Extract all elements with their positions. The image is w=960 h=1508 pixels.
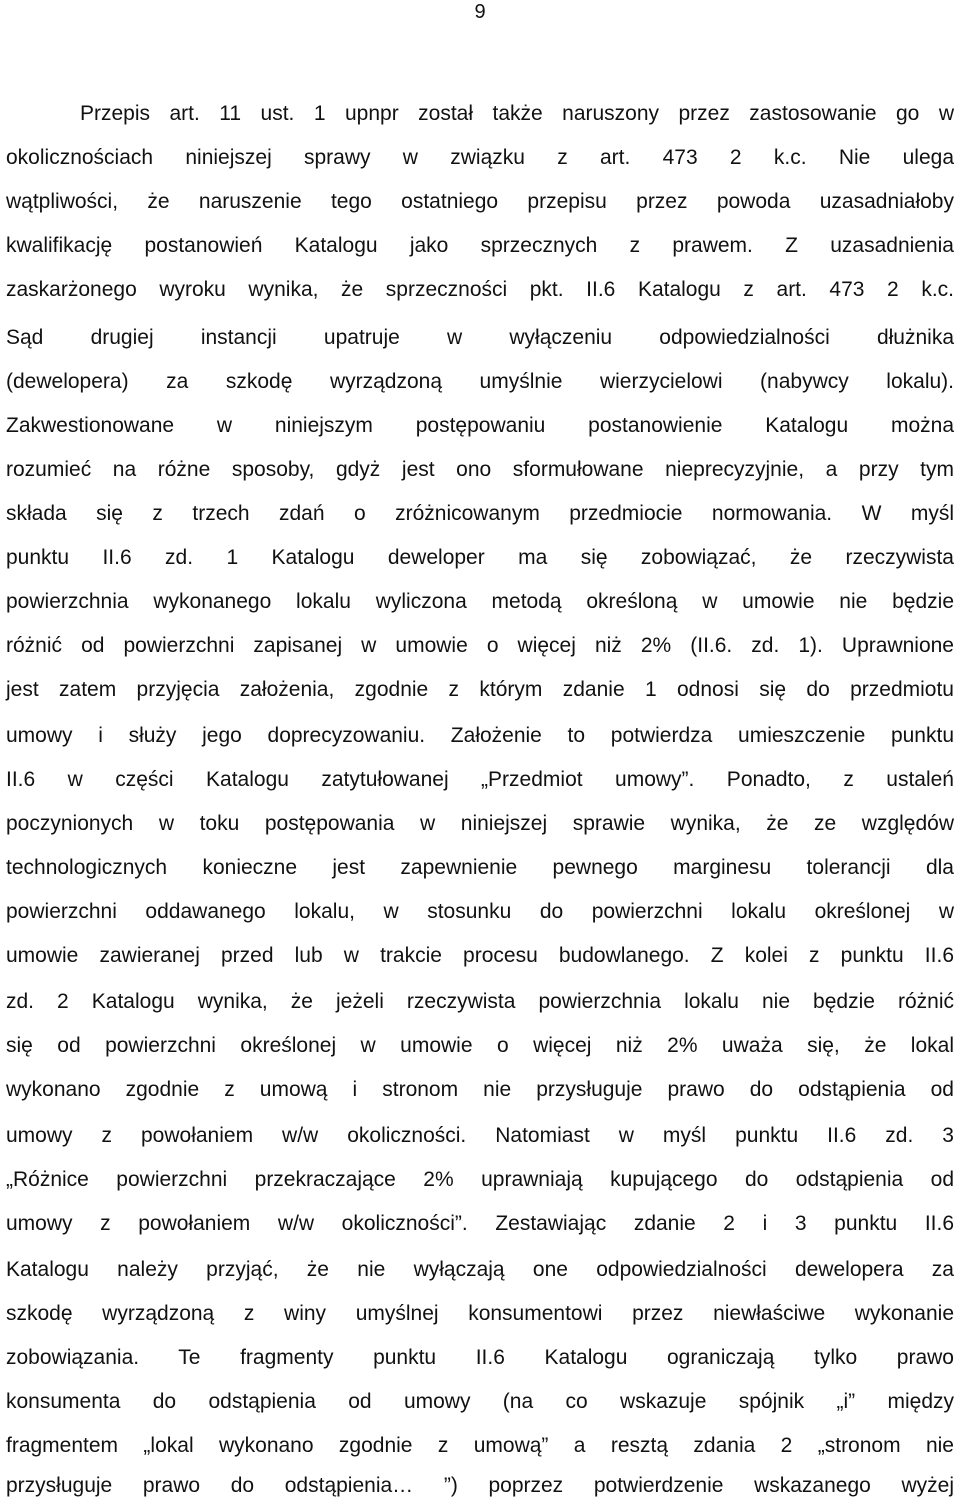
text-line: zobowiązania. Te fragmenty punktu II.6 Katalogu ograniczają tylko prawo xyxy=(6,1346,954,1369)
text-line: punktu II.6 zd. 1 Katalogu deweloper ma się zobowiązać, że rzeczywista xyxy=(6,546,954,569)
text-line: (dewelopera) za szkodę wyrządzoną umyślnie wierzycielowi (nabywcy lokalu). xyxy=(6,370,954,393)
text-line: fragmentem „lokal wykonano zgodnie z umową” a resztą zdania 2 „stronom nie xyxy=(6,1434,954,1457)
text-line: „Różnice powierzchni przekraczające 2% uprawniają kupującego do odstąpienia od xyxy=(6,1168,954,1191)
text-line: okolicznościach niniejszej sprawy w związku z art. 473 2 k.c. Nie ulega xyxy=(6,146,954,169)
text-line: zd. 2 Katalogu wynika, że jeżeli rzeczywista powierzchnia lokalu nie będzie różnić xyxy=(6,990,954,1013)
text-line: składa się z trzech zdań o zróżnicowanym przedmiocie normowania. W myśl xyxy=(6,502,954,525)
text-line: zaskarżonego wyroku wynika, że sprzeczności pkt. II.6 Katalogu z art. 473 2 k.c. xyxy=(6,278,954,301)
text-line: wątpliwości, że naruszenie tego ostatniego przepisu przez powoda uzasadniałoby xyxy=(6,190,954,213)
text-line: różnić od powierzchni zapisanej w umowie o więcej niż 2% (II.6. zd. 1). Uprawnione xyxy=(6,634,954,657)
text-line: technologicznych konieczne jest zapewnienie pewnego marginesu tolerancji dla xyxy=(6,856,954,879)
text-line: konsumenta do odstąpienia od umowy (na co wskazuje spójnik „i” między xyxy=(6,1390,954,1413)
text-line: wykonano zgodnie z umową i stronom nie przysługuje prawo do odstąpienia od xyxy=(6,1078,954,1101)
page-number: 9 xyxy=(474,1,486,23)
text-line: umowy z powołaniem w/w okoliczności. Natomiast w myśl punktu II.6 zd. 3 xyxy=(6,1124,954,1147)
text-line: szkodę wyrządzoną z winy umyślnej konsumentowi przez niewłaściwe wykonanie xyxy=(6,1302,954,1325)
text-line: się od powierzchni określonej w umowie o więcej niż 2% uważa się, że lokal xyxy=(6,1034,954,1057)
text-line: Zakwestionowane w niniejszym postępowaniu postanowienie Katalogu można xyxy=(6,414,954,437)
text-line: Sąd drugiej instancji upatruje w wyłączeniu odpowiedzialności dłużnika xyxy=(6,326,954,349)
text-line: Przepis art. 11 ust. 1 upnpr został także naruszony przez zastosowanie go w xyxy=(80,102,954,125)
text-line: przysługuje prawo do odstąpienia… ”) poprzez potwierdzenie wskazanego wyżej xyxy=(6,1474,954,1497)
text-line: powierzchni oddawanego lokalu, w stosunku do powierzchni lokalu określonej w xyxy=(6,900,954,923)
text-line: kwalifikację postanowień Katalogu jako sprzecznych z prawem. Z uzasadnienia xyxy=(6,234,954,257)
text-line: Katalogu należy przyjąć, że nie wyłączają one odpowiedzialności dewelopera za xyxy=(6,1258,954,1281)
text-line: umowy z powołaniem w/w okoliczności”. Zestawiając zdanie 2 i 3 punktu II.6 xyxy=(6,1212,954,1235)
text-line: umowy i służy jego doprecyzowaniu. Założenie to potwierdza umieszczenie punktu xyxy=(6,724,954,747)
text-line: II.6 w części Katalogu zatytułowanej „Przedmiot umowy”. Ponadto, z ustaleń xyxy=(6,768,954,791)
text-line: rozumieć na różne sposoby, gdyż jest ono sformułowane nieprecyzyjnie, a przy tym xyxy=(6,458,954,481)
text-line: jest zatem przyjęcia założenia, zgodnie z którym zdanie 1 odnosi się do przedmiotu xyxy=(6,678,954,701)
text-line: poczynionych w toku postępowania w niniejszej sprawie wynika, że ze względów xyxy=(6,812,954,835)
text-line: umowie zawieranej przed lub w trakcie procesu budowlanego. Z kolei z punktu II.6 xyxy=(6,944,954,967)
text-line: powierzchnia wykonanego lokalu wyliczona metodą określoną w umowie nie będzie xyxy=(6,590,954,613)
